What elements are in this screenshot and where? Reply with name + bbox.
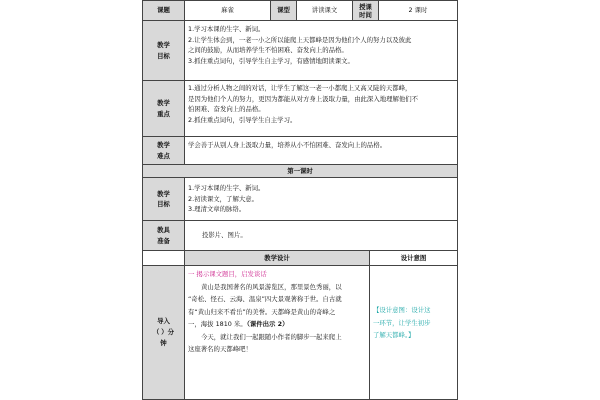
key-points-content (184, 80, 458, 137)
prep-label-line-1: 教具 (157, 226, 170, 234)
prep-label (142, 220, 185, 251)
first-lesson-goals-label-line-1: 教学 (157, 189, 170, 198)
difficulty-text: 学会善于从别人身上汲取力量，培养从小不怕困难、奋发向上的品格。 (188, 141, 387, 149)
key-points-label (142, 80, 185, 137)
key-points-line: 是因为他们个人的努力，更因为都能从对方身上汲取力量，由此深入地理解他们不 (188, 94, 419, 103)
prep-content (184, 220, 458, 251)
key-points-line: 2.抓住重点词句，引导学生自主学习。 (188, 115, 297, 124)
intro-duration (153, 327, 174, 338)
first-lesson-goals-label-line-2: 目标 (157, 200, 170, 208)
goals-line: 之间的鼓励，从而培养学生不怕困难、奋发向上的品格。 (188, 46, 348, 54)
first-lesson-goals-label (142, 177, 185, 221)
paragraph-line: 黄山是我国著名的风景游览区，那里景色秀丽，以 (201, 282, 342, 291)
prep-label-line-2: 准备 (157, 236, 170, 245)
intent-line: 了解天都峰。】 (373, 331, 415, 339)
paragraph2-line: 今天，就让我们一起跟随小作者的脚步一起来爬上 (201, 332, 342, 341)
time-label-line-2: 时间 (359, 10, 372, 19)
paragraph-line: 有“黄山归来不看岳”的美誉。天都峰是黄山的奇峰之 (188, 307, 336, 316)
intro-label-line-4: 钟 (160, 339, 167, 347)
intent-line: 【设计意图：设计这 (373, 306, 431, 314)
paragraph2-line: 这座著名的天都峰吧！ (188, 345, 252, 353)
intro-duration-close: ）分 (161, 328, 175, 336)
first-lesson-goals-line: 3.理清文章的脉络。 (188, 205, 246, 213)
design-col-left: 教学设计 (184, 250, 370, 266)
intent-line: 一环节，让学生初步 (373, 318, 431, 327)
time-label (352, 0, 379, 21)
goals-content (184, 20, 458, 81)
intro-duration-open: （ (152, 328, 160, 336)
goals-label-line-1: 教学 (157, 41, 170, 49)
intro-label-line-1: 导入 (157, 317, 170, 325)
design-header-spacer (142, 250, 185, 266)
key-points-line: 1.通过分析人物之间的对话，让学生了解这一老一小都爬上又高又陡的天都峰， (188, 84, 412, 92)
time-value: 2 课时 (378, 0, 458, 21)
goals-line: 1.学习本课的生字、新词。 (188, 25, 265, 33)
key-points-label-line-2: 重点 (157, 109, 170, 118)
paragraph-line: “奇松、怪石、云海、温泉”四大景观著称于世。自古就 (188, 295, 342, 303)
goals-label (142, 20, 185, 81)
first-lesson-title: 第一课时 (142, 164, 458, 178)
design-content (184, 265, 370, 400)
paragraph-line-text: 一，海拔 1810 米。 (188, 320, 247, 328)
time-label-line-1: 授课 (359, 2, 372, 11)
goals-line: 2.让学生体会到，一老一小之所以能爬上天都峰是因为他们个人的努力以及彼此 (188, 35, 412, 44)
type-value: 讲读课文 (296, 0, 353, 21)
difficulty-label-line-1: 教学 (157, 141, 170, 149)
key-points-label-line-1: 教学 (157, 99, 170, 107)
first-lesson-goals-content (184, 177, 458, 221)
difficulty-label-line-2: 难点 (157, 151, 170, 160)
prep-text: 投影片、图片。 (202, 231, 247, 240)
section-title: 一 揭示课文题目，启发谈话 (188, 270, 267, 278)
first-lesson-goals-line: 2.初读课文，了解大意。 (188, 194, 259, 203)
goals-line: 3.抓住重点词句，引导学生自主学习，有感情地朗读课文。 (188, 56, 354, 65)
topic-value: 麻雀 (184, 0, 271, 21)
key-points-line: 怕困难、奋发向上的品格。 (188, 105, 265, 113)
difficulty-content (184, 136, 458, 165)
type-label: 课型 (270, 0, 297, 21)
intro-label (142, 265, 185, 400)
paragraph-line-with-note (188, 318, 366, 331)
goals-label-line-2: 目标 (157, 51, 170, 60)
design-col-right: 设计意图 (369, 250, 458, 266)
topic-label: 课题 (142, 0, 185, 21)
design-intent (369, 265, 458, 400)
difficulty-label (142, 136, 185, 165)
courseware-note: （课件出示 2） (246, 320, 289, 328)
first-lesson-goals-line: 1.学习本课的生字、新词。 (188, 184, 265, 192)
